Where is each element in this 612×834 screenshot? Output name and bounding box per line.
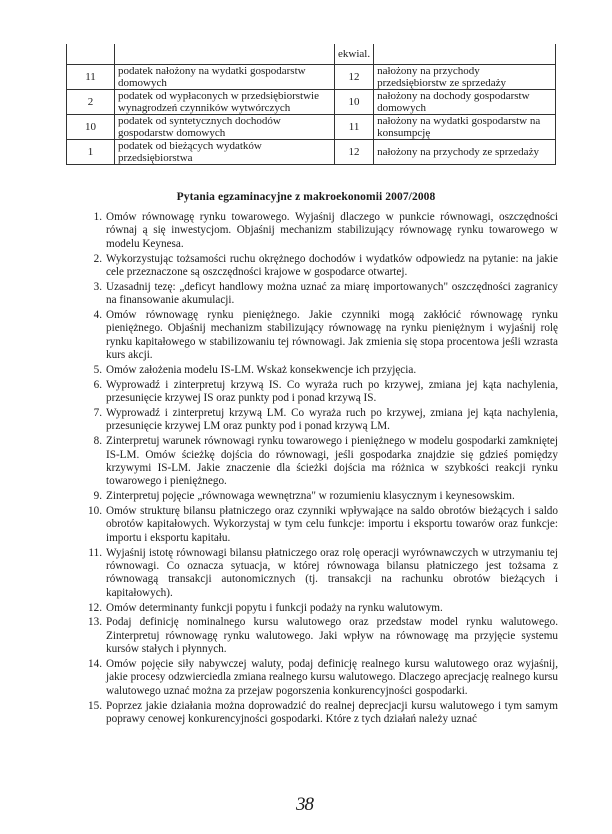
- list-item: [93, 364, 558, 377]
- question-number: 6.: [93, 378, 102, 391]
- question-text: Zinterpretuj warunek równowagi rynku towarowego i pieniężnego w modelu gospodarki zamkniętej IS-LM. Omów ścieżkę dojścia do równowagi, jeśli gospodarka znajdzie się gdzieś pomiędzy krzywymi IS-LM. Jakie znaczenie dla ścieżki dojścia ma różnica w szybkości reakcji rynku towarowego i pieniężnego.: [106, 435, 558, 488]
- exam-questions-list: [88, 211, 558, 728]
- list-item: [93, 407, 558, 434]
- question-number: 7.: [93, 407, 102, 420]
- list-item: [88, 658, 558, 698]
- question-text: Poprzez jakie działania można doprowadzić do realnej deprecjacji kursu walutowego i tym samym poprawy cenowej konkurencyjności gospodarki. Które z tych działań należy uznać: [106, 699, 558, 726]
- table-row: [67, 65, 556, 90]
- question-text: Omów równowagę rynku towarowego. Wyjaśnij dlaczego w punkcie równowagi, oszczędności równaj ą się inwestycjom. Objaśnij mechanizm stabilizujący równowagę rynku towarowego w modelu Keynesa.: [106, 211, 558, 250]
- question-number: 3.: [93, 280, 102, 293]
- tax-description-cell: nałożony na przychody ze sprzedaży: [374, 140, 556, 165]
- list-item: [88, 616, 558, 656]
- table-row: [67, 115, 556, 140]
- list-item: [93, 252, 558, 280]
- table-row: [67, 140, 556, 165]
- table-cell: [67, 44, 115, 65]
- question-number: 14.: [88, 658, 102, 671]
- question-number: 15.: [88, 699, 102, 712]
- table-cell: [115, 44, 335, 65]
- category-number: 10: [335, 90, 374, 115]
- category-number: 12: [335, 140, 374, 165]
- table-row: [67, 90, 556, 115]
- tax-description-cell: nałożony na dochody gospodarstw domowych: [374, 90, 556, 115]
- tax-name-cell: podatek od bieżących wydatków przedsiębiorstwa: [115, 140, 335, 165]
- question-number: 13.: [88, 616, 102, 629]
- list-item: [93, 435, 558, 489]
- list-item: [88, 505, 558, 545]
- row-number: 1: [67, 140, 115, 165]
- question-number: 2.: [93, 252, 102, 265]
- question-number: 10.: [88, 505, 102, 518]
- tax-description-cell: nałożony na przychody przedsiębiorstw ze sprzedaży: [374, 65, 556, 90]
- category-number: 12: [335, 65, 374, 90]
- tax-classification-table: [66, 44, 556, 165]
- question-number: 4.: [93, 309, 102, 322]
- list-item: [93, 211, 558, 251]
- question-text: Omów pojęcie siły nabywczej waluty, podaj definicję realnego kursu walutowego oraz wyjaśnij, jakie procesy odzwierciedla zmiana realnego kursu walutowego. Dlaczego aprecjację realnego kursu walutowego uznać można za przejaw pogorszenia konkurencyjności gospodarki.: [106, 658, 558, 697]
- page-title: Pytania egzaminacyjne z makroekonomii 2007/2008: [176, 191, 436, 203]
- tax-name-cell: podatek od wypłaconych w przedsiębiorstwie wynagrodzeń czynników wytwórczych: [115, 90, 335, 115]
- question-number: 1.: [93, 211, 102, 223]
- question-text: Wykorzystując tożsamości ruchu okrężnego dochodów i wydatków odpowiedz na pytanie: na jakie cele przeznaczone są oszczędności krajowe w gospodarce otwartej.: [106, 252, 558, 279]
- question-number: 11.: [88, 546, 102, 559]
- table-cell: [374, 44, 556, 65]
- row-number: 11: [67, 65, 115, 90]
- list-item: [88, 601, 558, 615]
- question-number: 9.: [93, 490, 102, 503]
- list-item: [93, 490, 558, 503]
- table-header-partial: ekwial.: [335, 44, 374, 65]
- tax-name-cell: podatek nałożony na wydatki gospodarstw domowych: [115, 65, 335, 90]
- question-text: Omów strukturę bilansu płatniczego oraz czynniki wpływające na saldo obrotów bieżących i saldo obrotów kapitałowych. Wykorzystaj w tym celu funkcje: importu i eksportu towarów oraz funkcje: importu i eksportu kapitału.: [106, 505, 558, 544]
- category-number: 11: [335, 115, 374, 140]
- table-header-row: [67, 44, 556, 65]
- question-text: Uzasadnij tezę: „deficyt handlowy można uznać za miarę importowanych" oszczędności zagranicy na finansowanie akumulacji.: [106, 280, 558, 307]
- question-number: 8.: [93, 435, 102, 448]
- list-item: [93, 309, 558, 363]
- page-number: 38: [296, 794, 313, 815]
- question-text: Omów założenia modelu IS-LM. Wskaż konsekwencje ich przyjęcia.: [106, 364, 417, 377]
- question-text: Wyprowadź i zinterpretuj krzywą LM. Co wyraża ruch po krzywej, zmiana jej kąta nachylenia, przesunięcie krzywej LM oraz punkty pod i ponad krzywą LM.: [106, 407, 558, 433]
- tax-description-cell: nałożony na wydatki gospodarstw na konsumpcję: [374, 115, 556, 140]
- question-number: 5.: [93, 364, 102, 377]
- list-item: [88, 699, 558, 727]
- list-item: [88, 546, 558, 601]
- question-text: Wyprowadź i zinterpretuj krzywą IS. Co wyraża ruch po krzywej, zmiana jej kąta nachylenia, przesunięcie krzywej IS oraz punkty pod i ponad krzywą IS.: [106, 378, 558, 405]
- question-number: 12.: [88, 601, 102, 614]
- question-text: Omów determinanty funkcji popytu i funkcji podaży na rynku walutowym.: [106, 601, 443, 614]
- question-text: Zinterpretuj pojęcie „równowaga wewnętrzna" w rozumieniu klasycznym i keynesowskim.: [106, 490, 515, 503]
- row-number: 2: [67, 90, 115, 115]
- tax-name-cell: podatek od syntetycznych dochodów gospodarstw domowych: [115, 115, 335, 140]
- list-item: [93, 280, 558, 308]
- question-text: Omów równowagę rynku pieniężnego. Jakie czynniki mogą zakłócić równowagę rynku pieniężnego. Objaśnij mechanizm stabilizujący równowagę na rynku pieniężnym i wyjaśnij rolę rynku kapitałowego w stabilizowaniu tej równowagi. Jak zmienia się stopa procentowa jeśli wzrasta kurs akcji.: [106, 309, 558, 362]
- question-text: Wyjaśnij istotę równowagi bilansu płatniczego oraz rolę operacji wyrównawczych w utrzymaniu tej równowagi. Co oznacza sytuacja, w której równowaga bilansu płatniczego jest tożsama z równowagą transakcji autonomicznych (tj. transakcji na rachunku obrotów bieżących i kapitałowych).: [106, 546, 558, 599]
- question-text: Podaj definicję nominalnego kursu walutowego oraz przedstaw model rynku walutowego. Zinterpretuj równowagę rynku walutowego. Jaki wpływ na równowagę ma przyjęcie systemu kursów stałych i płynnych.: [106, 616, 558, 656]
- row-number: 10: [67, 115, 115, 140]
- list-item: [93, 378, 558, 406]
